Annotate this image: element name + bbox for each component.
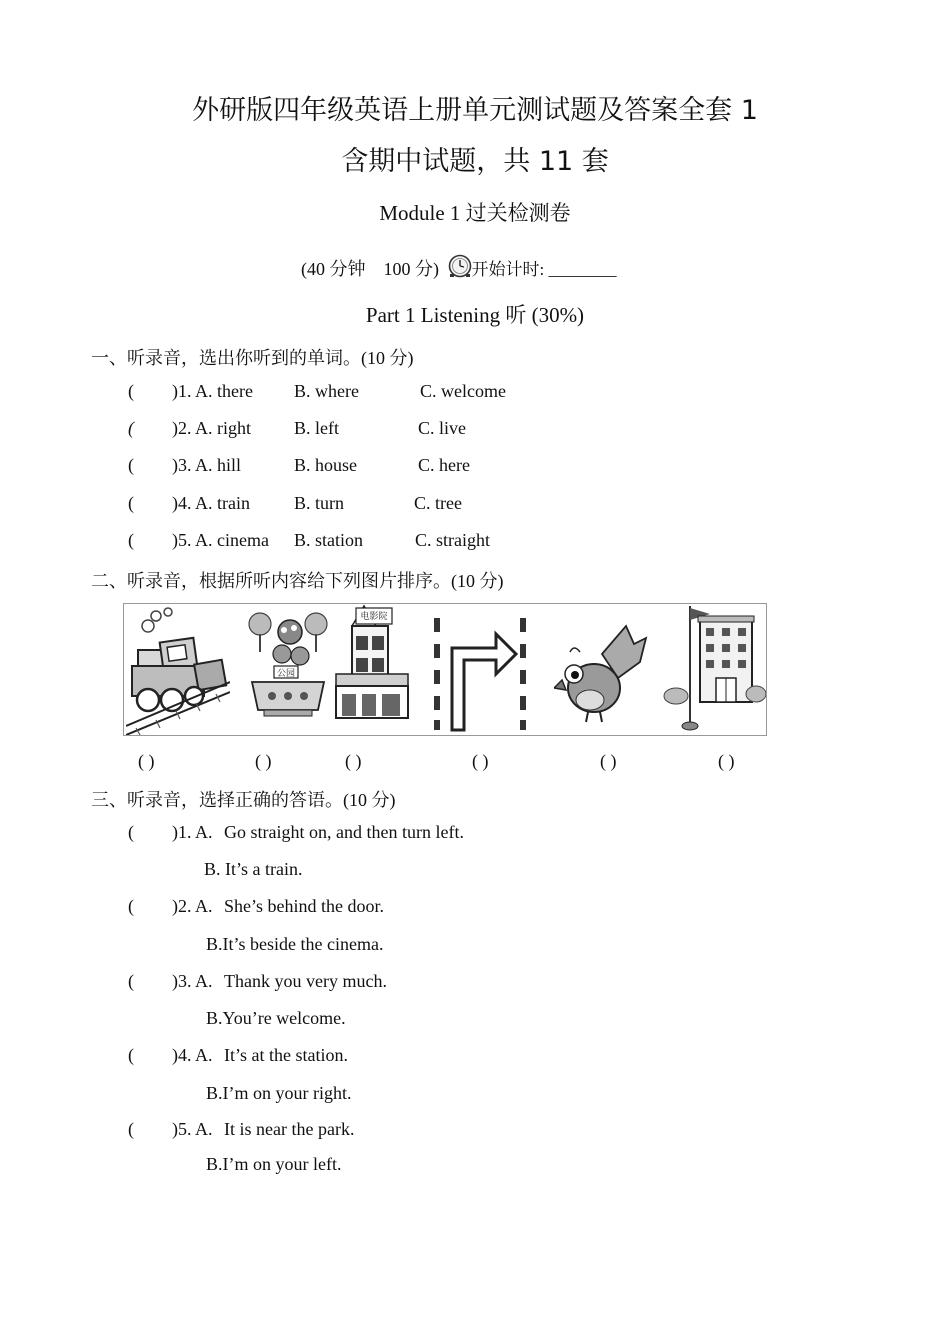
train-picture (126, 604, 230, 735)
option-b: B. It’s a train. (204, 859, 303, 879)
option-a: )5. A. cinema (172, 530, 269, 550)
module-title: Module 1 过关检测卷 (379, 201, 571, 225)
question-number: )3. A. (172, 971, 213, 991)
answer-blank: ( (128, 455, 134, 475)
section2-heading: 二、听录音，根据所听内容给下列图片排序。(10 分) (91, 571, 504, 591)
park-picture (246, 604, 330, 735)
clock-icon (448, 254, 472, 283)
answer-blank: ( (128, 971, 134, 991)
timing-duration: (40 分钟 (301, 259, 366, 279)
picture-strip (123, 603, 767, 736)
option-b: B. left (294, 418, 339, 438)
school-picture (662, 604, 766, 735)
order-blank[interactable]: ( ) (255, 751, 272, 771)
option-b: B. turn (294, 493, 345, 513)
timer-label: 计时: ________ (505, 260, 617, 279)
option-a: She’s behind the door. (224, 896, 384, 916)
part1-heading: Part 1 Listening 听 (30%) (365, 303, 585, 327)
option-b: B. where (294, 381, 359, 401)
cinema-sign: 电影院 (360, 612, 388, 622)
option-b: B.You’re welcome. (206, 1008, 346, 1028)
option-a: )3. A. hill (172, 455, 242, 475)
answer-blank: ( (128, 493, 134, 513)
question-number: )1. A. (172, 822, 213, 842)
answer-blank: ( (128, 1045, 134, 1065)
section1-heading: 一、听录音，选出你听到的单词。(10 分) (91, 348, 414, 368)
option-a: It is near the park. (224, 1119, 355, 1139)
option-c: C. welcome (420, 381, 506, 401)
answer-blank: ( (128, 381, 134, 401)
option-b: B. station (294, 530, 364, 550)
order-blank[interactable]: ( ) (600, 751, 617, 771)
answer-blank: ( (128, 822, 134, 842)
document-title-line2: 含期中试题，共 11 套 (341, 146, 609, 177)
timing-score: 100 分) (383, 259, 439, 279)
order-blank[interactable]: ( ) (718, 751, 735, 771)
order-blank[interactable]: ( ) (345, 751, 362, 771)
option-a: Thank you very much. (224, 971, 387, 991)
start-label: 开始 (471, 260, 506, 280)
option-a: )1. A. there (172, 381, 253, 401)
answer-blank: ( (128, 1119, 134, 1139)
option-c: C. straight (415, 530, 490, 550)
option-c: C. live (418, 418, 466, 438)
park-sign: 公园 (276, 669, 296, 679)
answer-blank: ( (128, 896, 134, 916)
option-a: Go straight on, and then turn left. (224, 822, 464, 842)
answer-blank: ( (128, 418, 134, 438)
option-b: B.I’m on your left. (206, 1154, 342, 1174)
question-number: )5. A. (172, 1119, 213, 1139)
order-blank[interactable]: ( ) (472, 751, 489, 771)
option-b: B. house (294, 455, 357, 475)
option-b: B.I’m on your right. (206, 1083, 352, 1103)
order-blank[interactable]: ( ) (138, 751, 155, 771)
turn-right-picture (424, 604, 534, 735)
option-a: )2. A. right (172, 418, 251, 438)
section3-heading: 三、听录音，选择正确的答语。(10 分) (91, 790, 396, 810)
option-c: C. here (418, 455, 470, 475)
timing-line (301, 254, 616, 283)
document-title-line1: 外研版四年级英语上册单元测试题及答案全套 1 (192, 95, 758, 126)
option-c: C. tree (414, 493, 462, 513)
question-number: )2. A. (172, 896, 213, 916)
option-b: B.It’s beside the cinema. (206, 934, 384, 954)
question-number: )4. A. (172, 1045, 213, 1065)
bird-picture (554, 604, 649, 735)
option-a: It’s at the station. (224, 1045, 348, 1065)
answer-blank: ( (128, 530, 134, 550)
option-a: )4. A. train (172, 493, 250, 513)
cinema-picture (330, 604, 412, 735)
